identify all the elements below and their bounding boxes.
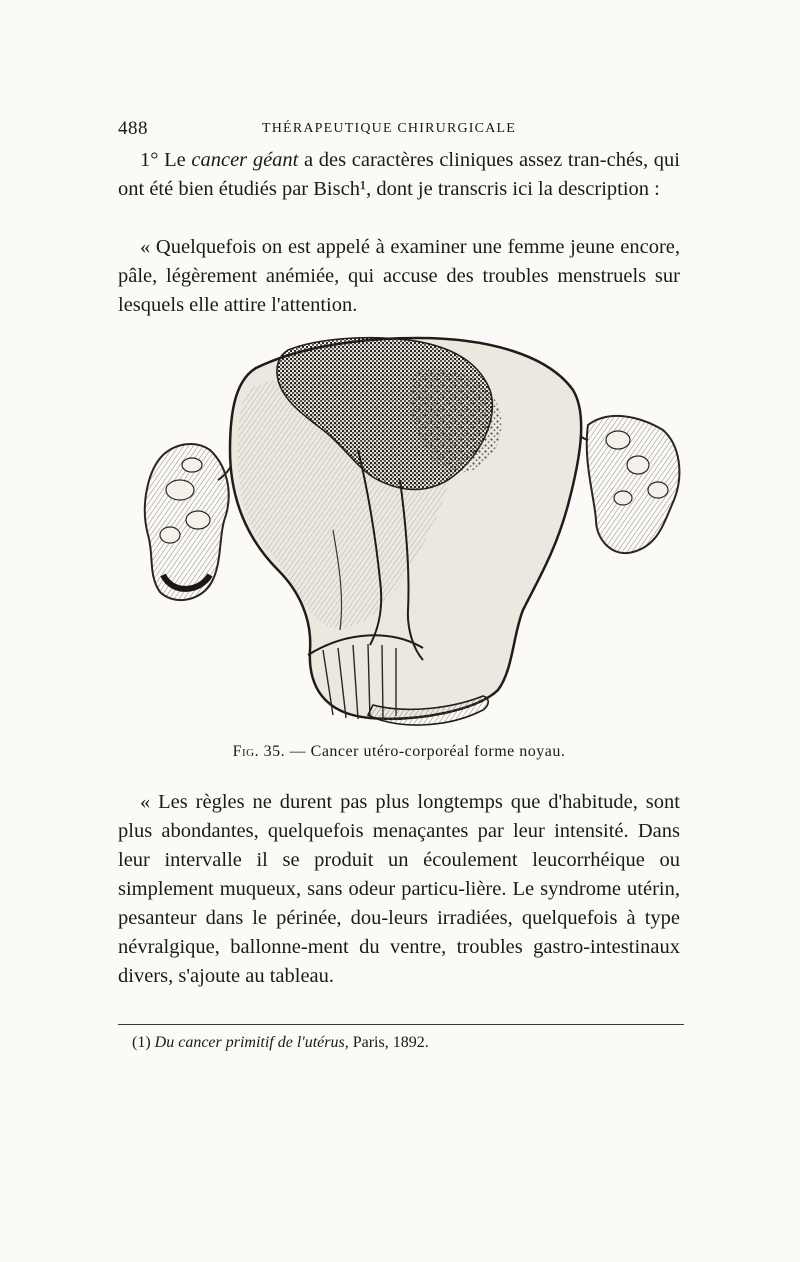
page-number: 488 — [118, 118, 148, 139]
paragraph-quote-start — [118, 233, 680, 320]
page-header — [118, 118, 680, 140]
uterus-body — [230, 338, 581, 725]
uterus-illustration — [118, 330, 684, 740]
paragraph-quote-body-text: « Les règles ne durent pas plus longtemps que d'habitude, sont plus abondantes, quelquefois menaçantes par leur intensité. Dans leur intervalle il se produit un écoulement leucorrhéique ou simplement muqueux, sans odeur particu-lière. Le syndrome utérin, pesanteur dans le périnée, dou-leurs irradiées, quelquefois à type névralgique, ballonne-ment du ventre, troubles gastro-intestinaux divers, s'ajoute au tableau. — [118, 791, 680, 987]
footnote-title: Du cancer primitif de l'utérus, — [154, 1034, 349, 1051]
footnote — [132, 1034, 429, 1052]
paragraph-quote-body — [118, 788, 680, 991]
paragraph-intro-italic: cancer géant — [191, 149, 299, 171]
paragraph-quote-start-text: « Quelquefois on est appelé à examiner une femme jeune encore, pâle, légèrement anémiée, qui accuse des troubles menstruels sur lesquels elle attire l'attention. — [118, 236, 680, 316]
paragraph-intro — [118, 146, 680, 204]
footnote-marker: (1) — [132, 1034, 155, 1051]
figure-caption — [118, 743, 680, 761]
footnote-rest: Paris, 1892. — [348, 1034, 429, 1051]
running-title: THÉRAPEUTIQUE CHIRURGICALE — [262, 121, 517, 136]
paragraph-intro-lead: 1° Le — [140, 149, 192, 171]
left-ovary — [145, 444, 229, 600]
figure-illustration — [118, 330, 684, 740]
figure-caption-text: — Cancer utéro-corporéal forme noyau. — [285, 743, 566, 760]
right-ovary — [587, 416, 680, 553]
footnote-rule — [118, 1024, 684, 1025]
figure-label: Fig. 35. — [232, 743, 286, 760]
paragraph-intro-rest: a des caractères cliniques assez tran-chés, qui ont été bien étudiés par Bisch¹, dont je transcris ici la description : — [118, 149, 681, 200]
